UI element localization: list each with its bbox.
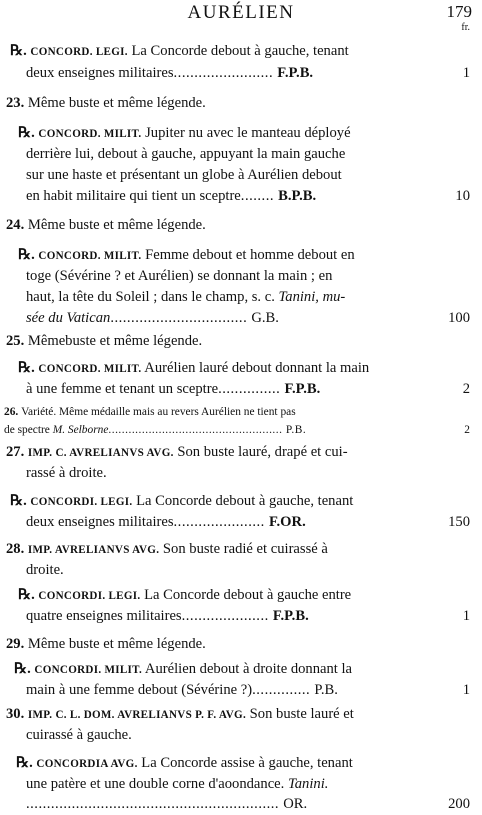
text-run: ℞. (14, 661, 35, 677)
price-value: 100 (448, 310, 470, 326)
line-text (18, 244, 355, 267)
line-text (26, 307, 279, 329)
text-run: Même buste et même légende. (27, 636, 206, 652)
text-line (0, 307, 482, 329)
text-line (0, 419, 482, 441)
text-run: deux enseignes militaires (26, 514, 174, 530)
text-run: 28. (6, 541, 28, 557)
text-run: Son buste radié et cuirassé à (159, 541, 328, 557)
text-line (0, 559, 482, 581)
text-line (0, 330, 482, 352)
text-run: cuirassé à gauche. (26, 727, 132, 743)
running-title: AURÉLIEN (187, 2, 295, 23)
text-line (0, 633, 482, 655)
text-line (0, 724, 482, 746)
text-run: rassé à droite. (26, 465, 107, 481)
text-line (0, 658, 482, 680)
text-line (0, 357, 482, 379)
text-run: .................................................... P.B. (108, 424, 307, 436)
text-run: ℞. (10, 493, 31, 509)
text-run: F.P.B. (277, 65, 314, 81)
line-text (26, 62, 313, 84)
text-run: .............. (252, 682, 315, 698)
text-line (0, 773, 482, 795)
line-text (26, 143, 345, 165)
text-run: IMP. C. L. DOM. AVRELIANVS P. F. AVG. (27, 709, 247, 721)
text-run: droite. (26, 562, 64, 578)
line-text (18, 357, 369, 380)
text-run: 25. (6, 333, 28, 349)
line-text (26, 462, 107, 484)
text-run: La Concorde assise à gauche, tenant (137, 755, 353, 771)
text-run: en habit militaire qui tient un sceptre (26, 188, 241, 204)
text-run: CONCORD. LEGI. (30, 46, 128, 58)
text-run: ...................... (173, 514, 269, 530)
text-run: IMP. AVRELIANVS AVG. (27, 544, 160, 556)
line-text (26, 378, 320, 400)
text-line (0, 244, 482, 266)
text-run: CONCORD. MILIT. (38, 128, 142, 140)
line-text (18, 122, 351, 145)
line-text (26, 286, 345, 308)
text-line (0, 92, 482, 114)
text-run: CONCORDI. MILIT. (34, 664, 143, 676)
text-line (0, 122, 482, 144)
text-run: à une femme et tenant un sceptre (26, 381, 219, 397)
text-run: ℞. (16, 755, 37, 771)
line-text (10, 490, 353, 513)
line-text (26, 679, 338, 701)
text-run: 23. (6, 95, 28, 111)
text-run: Aurélien lauré debout donnant la main (141, 360, 370, 376)
text-run: F.P.B. (284, 381, 321, 397)
text-run: derrière lui, debout à gauche, appuyant la main gauche (26, 146, 346, 162)
text-run: CONCORDI. LEGI. (30, 496, 133, 508)
price-value: 2 (462, 381, 470, 397)
text-run: 30. (6, 706, 28, 722)
price-value: 200 (448, 796, 470, 812)
text-run: B.P.B. (278, 188, 317, 204)
text-run: sur une haste et présentant un globe à Aurélien debout (26, 167, 342, 183)
text-run: CONCORDI. LEGI. (38, 590, 141, 602)
text-run: toge (Sévérine ? et Aurélien) se donnant la main ; en (26, 268, 333, 284)
text-line (0, 143, 482, 165)
text-run: ........................ (173, 65, 278, 81)
text-run: 27. (6, 444, 28, 460)
price-value: 1 (462, 608, 470, 624)
text-line (0, 605, 482, 627)
text-run: ............................................................. (26, 796, 284, 812)
text-run: CONCORDIA AVG. (36, 758, 138, 770)
text-run: Même buste et même légende. (27, 217, 206, 233)
text-run: La Concorde debout à gauche, tenant (127, 43, 349, 59)
price-value: 10 (455, 188, 470, 204)
text-run: ..................... (181, 608, 273, 624)
line-text (26, 605, 309, 627)
text-run: ........ (240, 188, 279, 204)
line-text (14, 658, 352, 681)
text-line (0, 378, 482, 400)
text-line (0, 752, 482, 774)
text-line (0, 490, 482, 512)
text-run: ℞. (18, 360, 39, 376)
currency-unit: fr. (461, 22, 470, 33)
line-text (18, 584, 351, 607)
line-text (6, 214, 206, 236)
text-run: Son buste lauré, drapé et cui- (173, 444, 348, 460)
text-run: Mêmebuste et même légende. (27, 333, 203, 349)
text-run: Aurélien debout à droite donnant la (142, 661, 353, 677)
line-text (6, 703, 354, 726)
line-text (26, 164, 342, 186)
text-run: P.B. (314, 682, 338, 698)
text-run: sée du Vatican (26, 310, 111, 326)
page-number: 179 (446, 2, 472, 21)
text-run: F.P.B. (272, 608, 309, 624)
text-line (0, 265, 482, 287)
text-run: ................................. (110, 310, 252, 326)
text-line (0, 62, 482, 84)
text-line (0, 462, 482, 484)
line-text (4, 419, 306, 441)
text-run: ℞. (10, 43, 31, 59)
text-line (0, 511, 482, 533)
line-text (26, 559, 64, 581)
line-text (26, 773, 328, 795)
text-run: ℞. (18, 125, 39, 141)
text-line (0, 185, 482, 207)
text-run: CONCORD. MILIT. (38, 363, 142, 375)
text-run: Tanini. (287, 776, 329, 792)
text-run: quatre enseignes militaires (26, 608, 182, 624)
line-text (6, 92, 206, 114)
text-line (0, 584, 482, 606)
text-run: Même buste et même légende. (27, 95, 206, 111)
text-run: Jupiter nu avec le manteau déployé (141, 125, 351, 141)
text-run: La Concorde debout à gauche, tenant (132, 493, 354, 509)
line-text (26, 511, 306, 533)
text-run: IMP. C. AVRELIANVS AVG. (27, 447, 174, 459)
line-text (10, 40, 349, 63)
line-text (16, 752, 353, 775)
text-line (0, 286, 482, 308)
text-run: 26. (4, 406, 22, 418)
text-line (0, 679, 482, 701)
text-run: M. Selborne (52, 424, 109, 436)
text-run: de spectre (4, 424, 53, 436)
text-run: G.B. (251, 310, 279, 326)
text-run: Tanini, mu- (278, 289, 346, 305)
text-run: CONCORD. MILIT. (38, 250, 142, 262)
text-line (0, 164, 482, 186)
line-text (6, 633, 206, 655)
line-text (6, 330, 202, 352)
text-run: haut, la tête du Soleil ; dans le champ, s. c. (26, 289, 279, 305)
text-line (0, 214, 482, 236)
text-run: main à une femme debout (Sévérine ?) (26, 682, 253, 698)
text-run: 29. (6, 636, 28, 652)
text-run: F.OR. (268, 514, 306, 530)
line-text (6, 441, 348, 464)
text-run: Femme debout et homme debout en (141, 247, 355, 263)
text-run: Variété. Même médaille mais au revers Aurélien ne tient pas (21, 406, 296, 418)
text-run: 24. (6, 217, 28, 233)
line-text (26, 265, 332, 287)
text-run: ℞. (18, 587, 39, 603)
text-line (0, 703, 482, 725)
text-run: Son buste lauré et (246, 706, 354, 722)
price-value: 1 (462, 65, 470, 81)
text-run: ............... (218, 381, 285, 397)
text-run: OR. (283, 796, 308, 812)
text-run: ℞. (18, 247, 39, 263)
line-text (26, 185, 316, 207)
text-run: une patère et une double corne d'aoondance. (26, 776, 288, 792)
line-text (6, 538, 328, 561)
text-run: deux enseignes militaires (26, 65, 174, 81)
price-value: 2 (464, 424, 470, 436)
line-text (26, 724, 132, 746)
text-run: La Concorde debout à gauche entre (140, 587, 352, 603)
price-value: 1 (462, 682, 470, 698)
text-line (0, 538, 482, 560)
text-line (0, 441, 482, 463)
text-line (0, 40, 482, 62)
price-value: 150 (448, 514, 470, 530)
